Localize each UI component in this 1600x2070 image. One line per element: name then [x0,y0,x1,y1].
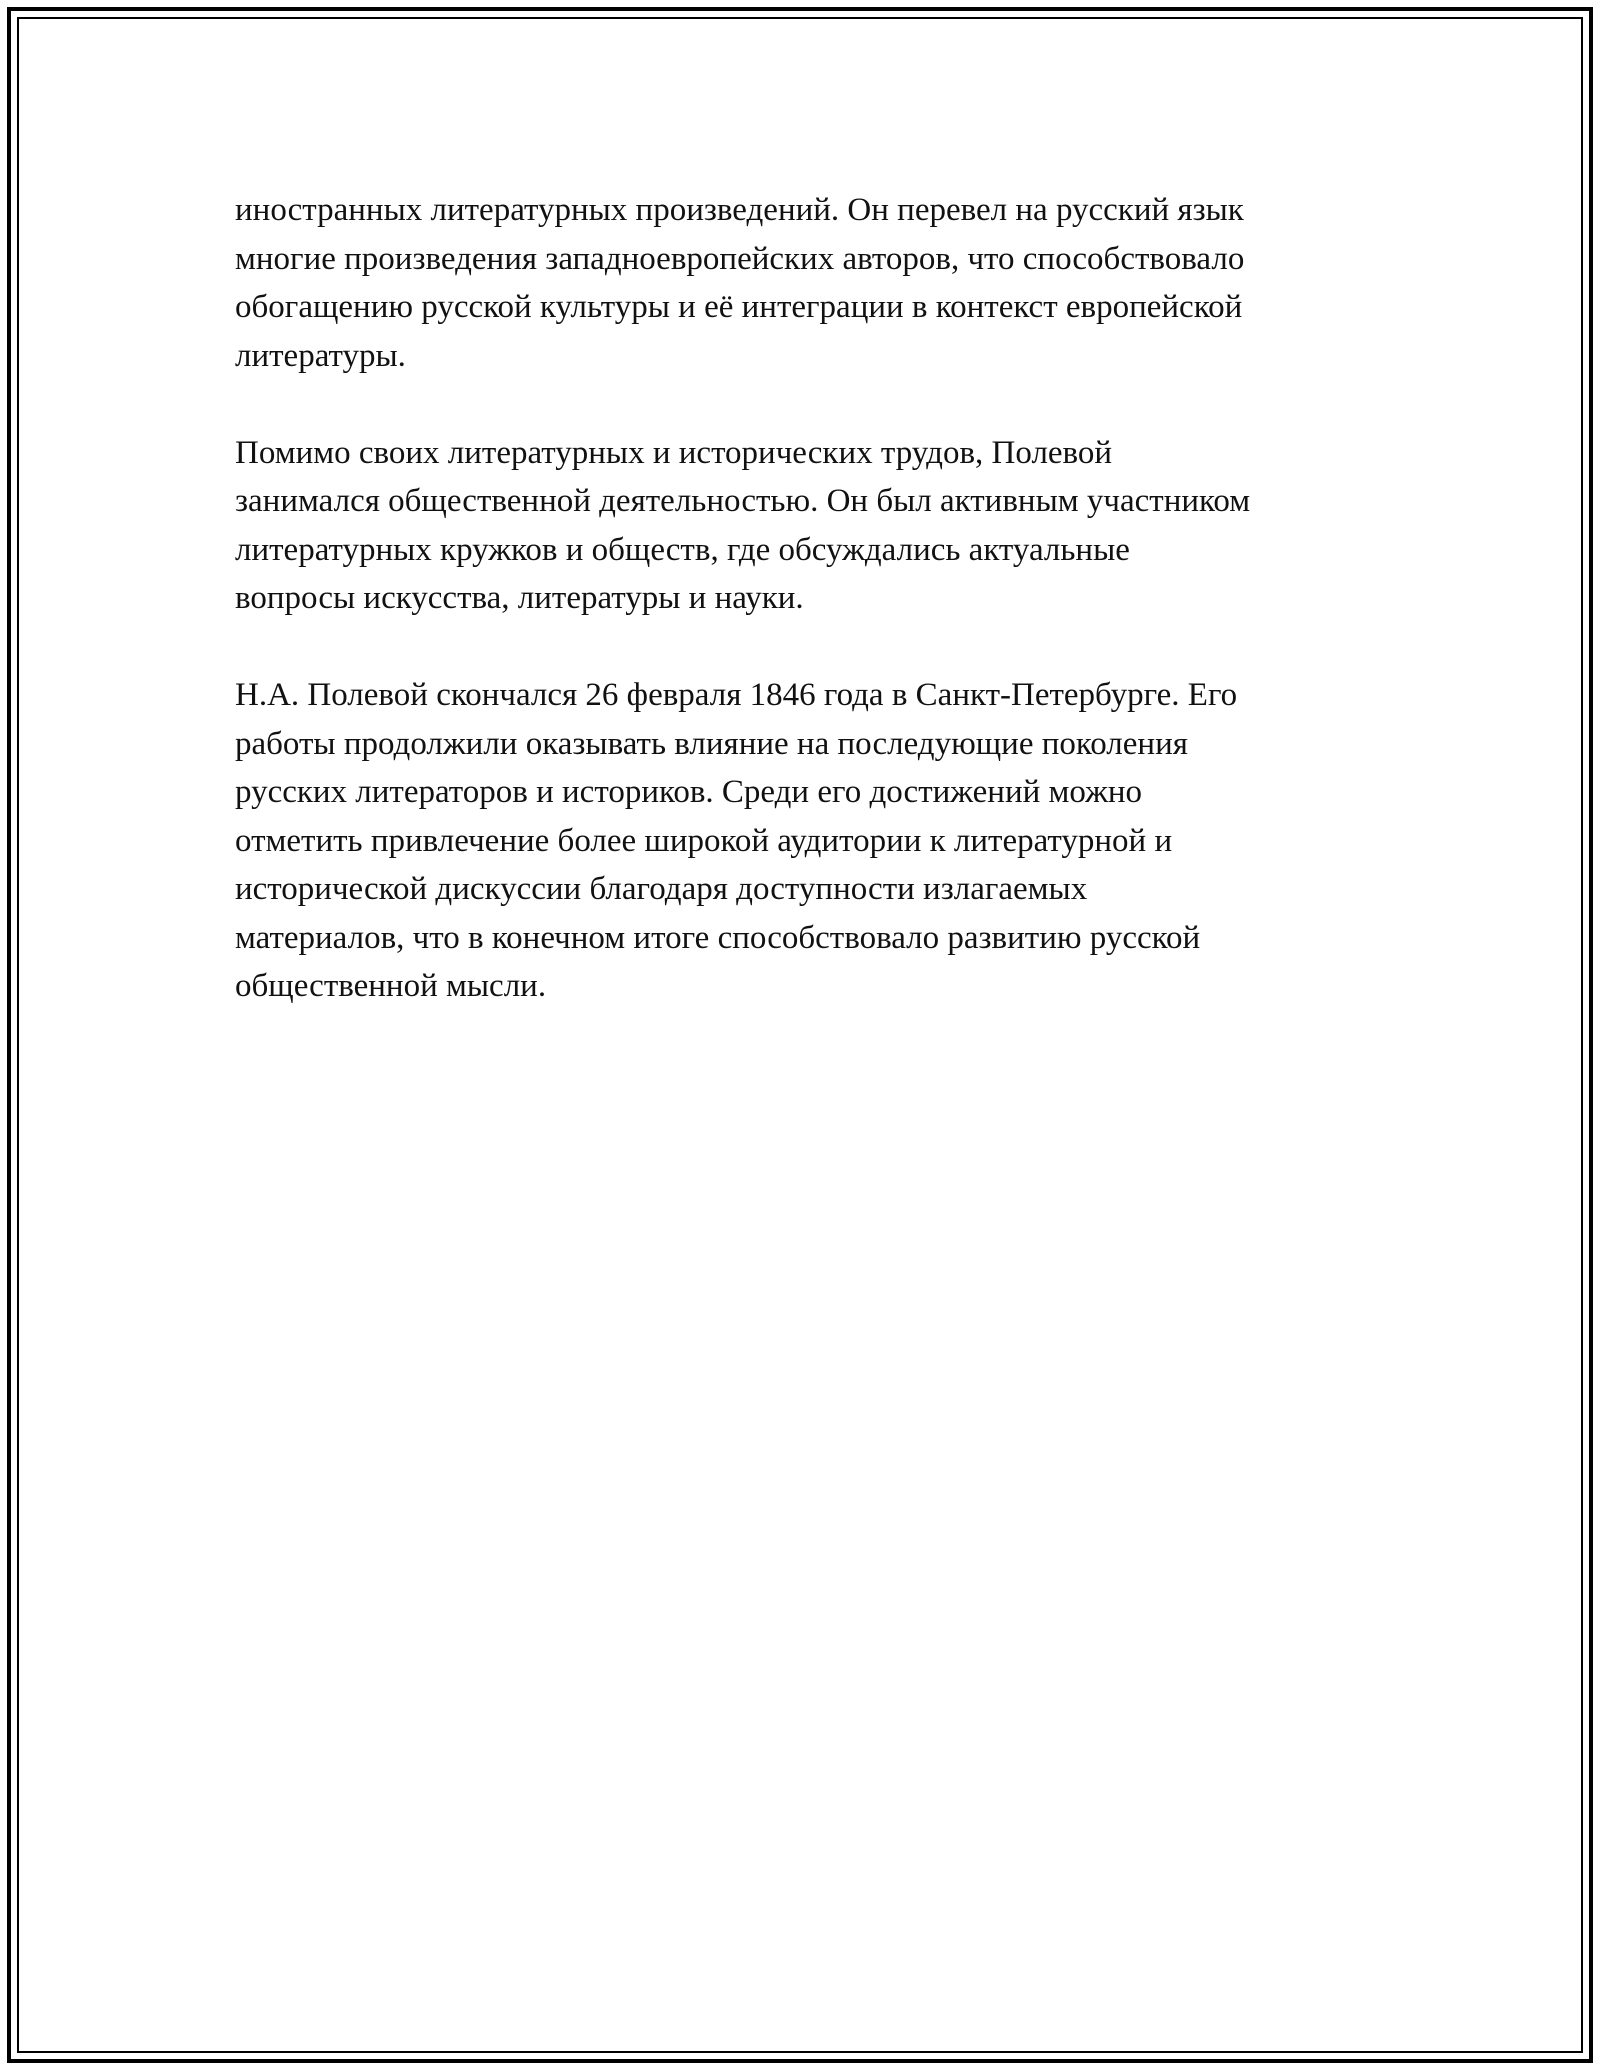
text-line: исторической дискуссии благодаря доступности излагаемых [235,871,1088,907]
text-line: Н.А. Полевой скончался 26 февраля 1846 года в Санкт-Петербурге. Его [235,677,1238,713]
text-line: русских литераторов и историков. Среди его достижений можно [235,774,1143,810]
text-line: общественной мысли. [235,968,547,1004]
document-body [235,186,1395,1059]
text-line: обогащению русской культуры и её интеграции в контекст европейской [235,289,1243,325]
text-line: материалов, что в конечном итоге способствовало развитию русской [235,919,1201,956]
paragraph-legacy [235,671,1395,1011]
text-line: многие произведения западноевропейских авторов, что способствовало [235,240,1245,277]
paragraph-translations [235,186,1395,380]
text-line: иностранных литературных произведений. Он перевел на русский язык [235,192,1244,228]
text-line: литературы. [235,337,406,374]
text-line: занимался общественной деятельностью. Он был активным участником [235,483,1251,519]
text-line: литературных кружков и обществ, где обсуждались актуальные [235,531,1130,568]
text-line: Помимо своих литературных и исторических трудов, Полевой [235,434,1113,471]
text-line: отметить привлечение более широкой аудитории к литературной и [235,822,1173,859]
text-line: вопросы искусства, литературы и науки. [235,580,804,616]
text-line: работы продолжили оказывать влияние на последующие поколения [235,725,1188,762]
paragraph-public-activity [235,429,1395,623]
